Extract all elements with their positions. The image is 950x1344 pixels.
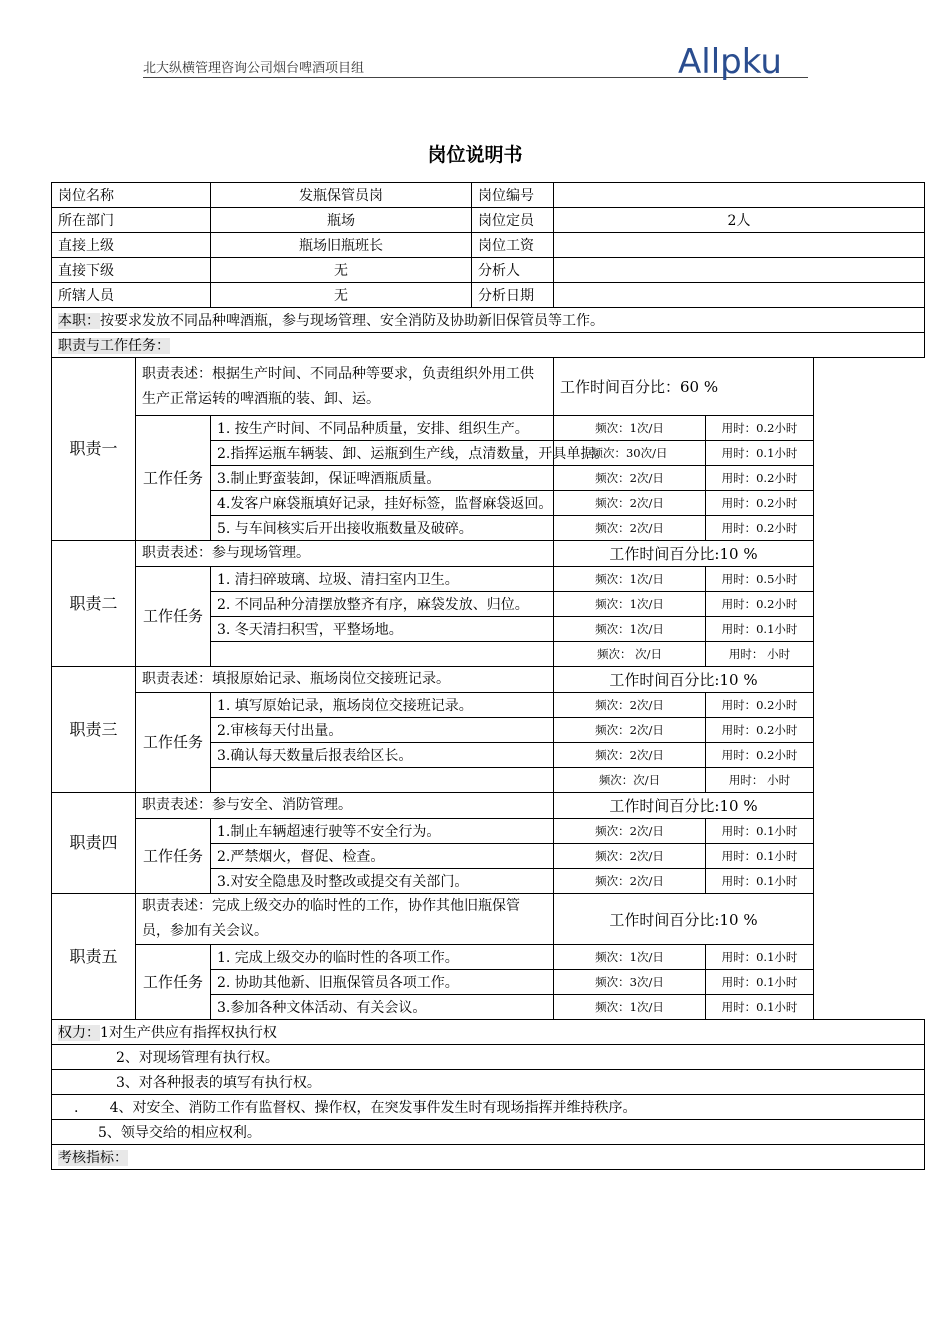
- duty-2-task-2: 2. 不同品种分清摆放整齐有序，麻袋发放、归位。: [211, 592, 554, 617]
- duty-1-task-label: 工作任务: [136, 416, 211, 541]
- duty-3-task-1: 1. 填写原始记录，瓶场岗位交接班记录。: [211, 693, 554, 718]
- duty-2-task-1: 1. 清扫碎玻璃、垃圾、清扫室内卫生。: [211, 567, 554, 592]
- authority-label: 权力：: [58, 1025, 100, 1041]
- label-analysis-date: 分析日期: [472, 283, 554, 308]
- duty-2-task-1-freq: 频次：1次/日: [554, 567, 706, 592]
- duty-1-task-5-time: 用时：0.2小时: [706, 516, 814, 541]
- duty-4-task-3-freq: 频次：2次/日: [554, 869, 706, 894]
- duty-5-task-label: 工作任务: [136, 945, 211, 1020]
- allpku-logo: [678, 43, 808, 83]
- duty-summary-label: 本职：: [58, 313, 100, 329]
- duty-3-task-3-time: 用时：0.2小时: [706, 743, 814, 768]
- duty-4-task-1-time: 用时：0.1小时: [706, 819, 814, 844]
- duty-2-task-4-freq: 频次： 次/日: [554, 642, 706, 667]
- duty-5-task-2-freq: 频次：3次/日: [554, 970, 706, 995]
- label-superior: 直接上级: [52, 233, 211, 258]
- duty-3-task-4: [211, 768, 554, 793]
- label-job-name: 岗位名称: [52, 183, 211, 208]
- duties-header-label: 职责与工作任务：: [58, 338, 170, 354]
- duty-4-task-2-time: 用时：0.1小时: [706, 844, 814, 869]
- duty-3-task-2-freq: 频次：2次/日: [554, 718, 706, 743]
- duty-3-desc: 职责表述：填报原始记录、瓶场岗位交接班记录。: [136, 667, 554, 693]
- duty-3-pct: 工作时间百分比:10 %: [554, 667, 814, 693]
- duty-4-task-label: 工作任务: [136, 819, 211, 894]
- authority-item-1: 1对生产供应有指挥权执行权: [100, 1025, 277, 1041]
- salary: [554, 233, 925, 258]
- duty-summary-text: 按要求发放不同品种啤酒瓶，参与现场管理、安全消防及协助新旧保管员等工作。: [100, 313, 604, 329]
- duty-1-pct: 工作时间百分比：60 %: [554, 358, 814, 416]
- analysis-date: [554, 283, 925, 308]
- duty-1-task-5: 5. 与车间核实后开出接收瓶数量及破碎。: [211, 516, 554, 541]
- duty-1-task-4: 4.发客户麻袋瓶填好记录，挂好标签，监督麻袋返回。: [211, 491, 554, 516]
- duty-1-task-3-freq: 频次：2次/日: [554, 466, 706, 491]
- duty-4-task-1-freq: 频次：2次/日: [554, 819, 706, 844]
- duty-2-task-4: [211, 642, 554, 667]
- duty-2-desc: 职责表述：参与现场管理。: [136, 541, 554, 567]
- label-salary: 岗位工资: [472, 233, 554, 258]
- label-job-code: 岗位编号: [472, 183, 554, 208]
- duty-3-task-4-time: 用时： 小时: [706, 768, 814, 793]
- label-analyst: 分析人: [472, 258, 554, 283]
- headcount: 2人: [554, 208, 925, 233]
- job-code: [554, 183, 925, 208]
- duty-3-task-3: 3.确认每天数量后报表给区长。: [211, 743, 554, 768]
- duty-1-task-1-freq: 频次：1次/日: [554, 416, 706, 441]
- duty-5-task-3-freq: 频次：1次/日: [554, 995, 706, 1020]
- duty-1-task-5-freq: 频次：2次/日: [554, 516, 706, 541]
- duty-4-task-3-time: 用时：0.1小时: [706, 869, 814, 894]
- duty-2-task-3-freq: 频次：1次/日: [554, 617, 706, 642]
- duty-5-task-1-time: 用时：0.1小时: [706, 945, 814, 970]
- duty-3-task-3-freq: 频次：2次/日: [554, 743, 706, 768]
- duty-4-pct: 工作时间百分比:10 %: [554, 793, 814, 819]
- superior: 瓶场旧瓶班长: [211, 233, 472, 258]
- label-staff: 所辖人员: [52, 283, 211, 308]
- duty-4-desc: 职责表述：参与安全、消防管理。: [136, 793, 554, 819]
- duty-1-title: 职责一: [52, 358, 136, 541]
- duty-1-task-2-time: 用时：0.1小时: [706, 441, 814, 466]
- authority-item-2: 2、对现场管理有执行权。: [52, 1045, 925, 1070]
- duty-2-task-3: 3. 冬天清扫积雪，平整场地。: [211, 617, 554, 642]
- duty-2-task-3-time: 用时：0.1小时: [706, 617, 814, 642]
- duty-3-task-2-time: 用时：0.2小时: [706, 718, 814, 743]
- duty-1-task-2: 2.指挥运瓶车辆装、卸、运瓶到生产线，点清数量，开具单据。: [211, 441, 554, 466]
- duty-1-task-3-time: 用时：0.2小时: [706, 466, 814, 491]
- subordinate: 无: [211, 258, 472, 283]
- duty-5-task-3-time: 用时：0.1小时: [706, 995, 814, 1020]
- label-department: 所在部门: [52, 208, 211, 233]
- authority-item-3: 3、对各种报表的填写有执行权。: [52, 1070, 925, 1095]
- label-subordinate: 直接下级: [52, 258, 211, 283]
- duty-2-task-label: 工作任务: [136, 567, 211, 667]
- department: 瓶场: [211, 208, 472, 233]
- duty-5-task-1: 1. 完成上级交办的临时性的各项工作。: [211, 945, 554, 970]
- duty-3-task-label: 工作任务: [136, 693, 211, 793]
- analyst: [554, 258, 925, 283]
- authority-row-1: [52, 1020, 925, 1045]
- duty-1-task-3: 3.制止野蛮装卸，保证啤酒瓶质量。: [211, 466, 554, 491]
- duty-summary: [52, 308, 925, 333]
- duty-5-pct: 工作时间百分比:10 %: [554, 894, 814, 945]
- duty-2-task-1-time: 用时：0.5小时: [706, 567, 814, 592]
- authority-item-4: . 4、对安全、消防工作有监督权、操作权，在突发事件发生时有现场指挥并维持秩序。: [52, 1095, 925, 1120]
- job-name: 发瓶保管员岗: [211, 183, 472, 208]
- duty-1-task-1-time: 用时：0.2小时: [706, 416, 814, 441]
- duty-3-task-4-freq: 频次：次/日: [554, 768, 706, 793]
- duty-5-task-2: 2. 协助其他新、旧瓶保管员各项工作。: [211, 970, 554, 995]
- duty-4-title: 职责四: [52, 793, 136, 894]
- duty-5-desc: 职责表述：完成上级交办的临时性的工作，协作其他旧瓶保管员，参加有关会议。: [136, 894, 554, 945]
- label-headcount: 岗位定员: [472, 208, 554, 233]
- duty-4-task-2-freq: 频次：2次/日: [554, 844, 706, 869]
- duty-5-task-1-freq: 频次：1次/日: [554, 945, 706, 970]
- duties-header: [52, 333, 925, 358]
- duty-1-task-4-time: 用时：0.2小时: [706, 491, 814, 516]
- duty-3-task-1-time: 用时：0.2小时: [706, 693, 814, 718]
- duty-5-task-3: 3.参加各种文体活动、有关会议。: [211, 995, 554, 1020]
- duty-4-task-1: 1.制止车辆超速行驶等不安全行为。: [211, 819, 554, 844]
- document-title: 岗位说明书: [427, 144, 523, 166]
- duty-3-title: 职责三: [52, 667, 136, 793]
- page-header: [143, 42, 808, 85]
- duty-3-task-1-freq: 频次：2次/日: [554, 693, 706, 718]
- duty-2-pct: 工作时间百分比:10 %: [554, 541, 814, 567]
- duty-5-title: 职责五: [52, 894, 136, 1020]
- authority-item-5: 5、领导交给的相应权利。: [52, 1120, 925, 1145]
- duty-2-task-4-time: 用时： 小时: [706, 642, 814, 667]
- logo-text: Allpku: [678, 42, 782, 82]
- job-description-table: [51, 182, 925, 1170]
- duty-2-title: 职责二: [52, 541, 136, 667]
- duty-4-task-3: 3.对安全隐患及时整改或提交有关部门。: [211, 869, 554, 894]
- duty-1-task-2-freq: 频次：30次/日: [554, 441, 706, 466]
- assessment-row: [52, 1145, 925, 1170]
- duty-1-desc: 职责表述：根据生产时间、不同品种等要求，负责组织外用工供生产正常运转的啤酒瓶的装、卸、运。: [136, 358, 554, 416]
- duty-1-task-1: 1. 按生产时间、不同品种质量，安排、组织生产。: [211, 416, 554, 441]
- company-name: 北大纵横管理咨询公司烟台啤酒项目组: [143, 61, 365, 76]
- duty-1-task-4-freq: 频次：2次/日: [554, 491, 706, 516]
- duty-2-task-2-time: 用时：0.2小时: [706, 592, 814, 617]
- duty-2-task-2-freq: 频次：1次/日: [554, 592, 706, 617]
- assessment-label: 考核指标：: [58, 1150, 128, 1166]
- staff: 无: [211, 283, 472, 308]
- duty-3-task-2: 2.审核每天付出量。: [211, 718, 554, 743]
- duty-5-task-2-time: 用时：0.1小时: [706, 970, 814, 995]
- duty-4-task-2: 2.严禁烟火，督促、检查。: [211, 844, 554, 869]
